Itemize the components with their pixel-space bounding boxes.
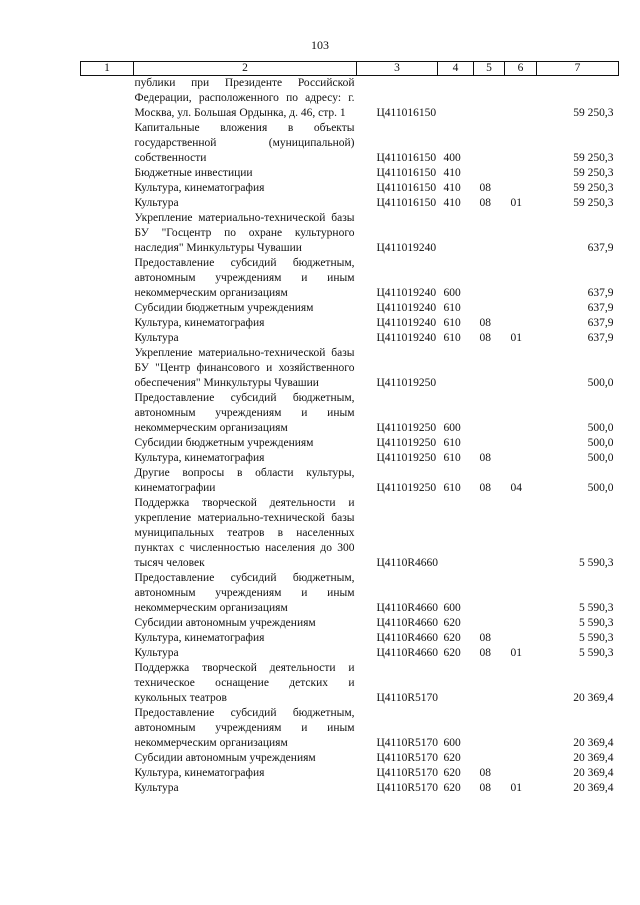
- table-header: [81, 62, 619, 76]
- column-header: 7: [537, 62, 619, 76]
- empty-cell: [81, 766, 134, 781]
- item-name: Субсидии автономным учреждениям: [134, 752, 316, 764]
- expense-type: [438, 661, 474, 706]
- expense-type: 610: [443, 452, 461, 464]
- subsection-code: [505, 751, 537, 766]
- amount: 500,0: [587, 482, 614, 494]
- target-code: Ц411019250: [376, 377, 437, 389]
- table-row: [81, 196, 619, 211]
- item-name: Культура: [134, 647, 179, 659]
- target-code: Ц411019240: [376, 287, 437, 299]
- subsection-code: [505, 391, 537, 436]
- expense-type: 610: [443, 302, 461, 314]
- expense-type: 400: [443, 152, 461, 164]
- item-name: Культура, кинематография: [134, 182, 265, 194]
- expense-type: 600: [443, 287, 461, 299]
- target-code: Ц4110R4660: [376, 602, 439, 614]
- column-number-row: [81, 62, 619, 76]
- empty-cell: [81, 196, 134, 211]
- target-code: Ц411019250: [376, 422, 437, 434]
- empty-cell: [81, 256, 134, 301]
- expense-type: 410: [443, 167, 461, 179]
- item-name: Культура, кинематография: [134, 767, 265, 779]
- subsection-code: [505, 631, 537, 646]
- table-row: [81, 766, 619, 781]
- empty-cell: [81, 391, 134, 436]
- table-row: [81, 706, 619, 751]
- amount: 59 250,3: [573, 107, 614, 119]
- section-code: [474, 211, 505, 256]
- item-name: Бюджетные инвестиции: [134, 167, 253, 179]
- empty-cell: [81, 706, 134, 751]
- table-row: [81, 331, 619, 346]
- table-row: [81, 346, 619, 391]
- empty-cell: [81, 316, 134, 331]
- target-code: Ц4110R5170: [376, 752, 439, 764]
- subsection-code: 01: [510, 647, 522, 659]
- target-code: Ц411019240: [376, 317, 437, 329]
- target-code: Ц411016150: [376, 107, 437, 119]
- empty-cell: [81, 331, 134, 346]
- section-code: [474, 661, 505, 706]
- amount: 637,9: [587, 242, 614, 254]
- section-code: [474, 706, 505, 751]
- section-code: 08: [479, 317, 491, 329]
- item-name: Субсидии бюджетным учреждениям: [134, 437, 314, 449]
- item-name: Культура, кинематография: [134, 317, 265, 329]
- amount: 500,0: [587, 422, 614, 434]
- section-code: 08: [479, 767, 491, 779]
- empty-cell: [81, 301, 134, 316]
- subsection-code: [505, 316, 537, 331]
- target-code: Ц411019250: [376, 437, 437, 449]
- amount: 59 250,3: [573, 167, 614, 179]
- table-row: [81, 181, 619, 196]
- table-row: [81, 616, 619, 631]
- section-code: [474, 166, 505, 181]
- empty-cell: [81, 166, 134, 181]
- amount: 20 369,4: [573, 752, 614, 764]
- amount: 637,9: [587, 317, 614, 329]
- expense-type: 610: [443, 482, 461, 494]
- target-code: Ц4110R4660: [376, 557, 439, 569]
- amount: 5 590,3: [579, 632, 614, 644]
- amount: 5 590,3: [579, 602, 614, 614]
- item-name: Укрепление материально-технической базы БУ "Центр финансового и хозяйственного обеспечения" Минкультуры Чувашии: [134, 347, 355, 389]
- expense-type: [438, 346, 474, 391]
- amount: 500,0: [587, 377, 614, 389]
- target-code: Ц4110R5170: [376, 737, 439, 749]
- column-header: 6: [505, 62, 537, 76]
- page-number: 103: [311, 38, 329, 52]
- expense-type: 410: [443, 182, 461, 194]
- amount: 5 590,3: [579, 647, 614, 659]
- empty-cell: [81, 181, 134, 196]
- table-row: [81, 631, 619, 646]
- section-code: 08: [479, 632, 491, 644]
- amount: 5 590,3: [579, 617, 614, 629]
- item-name: Культура: [134, 197, 179, 209]
- amount: 637,9: [587, 332, 614, 344]
- empty-cell: [81, 781, 134, 796]
- budget-table: [80, 61, 619, 796]
- section-code: 08: [479, 647, 491, 659]
- empty-cell: [81, 646, 134, 661]
- subsection-code: [505, 616, 537, 631]
- section-code: [474, 751, 505, 766]
- amount: 637,9: [587, 302, 614, 314]
- subsection-code: 01: [510, 197, 522, 209]
- item-name: Предоставление субсидий бюджетным, автономным учреждениям и иным некоммерческим организациям: [134, 707, 355, 749]
- table-row: [81, 451, 619, 466]
- section-code: [474, 301, 505, 316]
- table-row: [81, 571, 619, 616]
- subsection-code: 01: [510, 782, 522, 794]
- target-code: Ц4110R5170: [376, 767, 439, 779]
- subsection-code: [505, 451, 537, 466]
- expense-type: [438, 211, 474, 256]
- table-row: [81, 301, 619, 316]
- section-code: [474, 571, 505, 616]
- empty-cell: [81, 451, 134, 466]
- section-code: 08: [479, 452, 491, 464]
- item-name: Культура: [134, 782, 179, 794]
- subsection-code: [505, 211, 537, 256]
- expense-type: 620: [443, 617, 461, 629]
- target-code: Ц4110R4660: [376, 632, 439, 644]
- subsection-code: [505, 121, 537, 166]
- subsection-code: [505, 571, 537, 616]
- empty-cell: [81, 436, 134, 451]
- target-code: Ц4110R5170: [376, 782, 439, 794]
- expense-type: 620: [443, 782, 461, 794]
- table-row: [81, 391, 619, 436]
- section-code: [474, 391, 505, 436]
- target-code: Ц411016150: [376, 182, 437, 194]
- expense-type: 610: [443, 317, 461, 329]
- target-code: Ц4110R5170: [376, 692, 439, 704]
- empty-cell: [81, 616, 134, 631]
- section-code: 08: [479, 182, 491, 194]
- expense-type: 600: [443, 602, 461, 614]
- subsection-code: [505, 661, 537, 706]
- empty-cell: [81, 631, 134, 646]
- table-row: [81, 166, 619, 181]
- table-row: [81, 661, 619, 706]
- subsection-code: [505, 706, 537, 751]
- expense-type: 620: [443, 752, 461, 764]
- item-name: Предоставление субсидий бюджетным, автономным учреждениям и иным некоммерческим организациям: [134, 392, 355, 434]
- amount: 59 250,3: [573, 152, 614, 164]
- empty-cell: [81, 496, 134, 571]
- table-row: [81, 256, 619, 301]
- column-header: 5: [474, 62, 505, 76]
- subsection-code: [505, 181, 537, 196]
- amount: 637,9: [587, 287, 614, 299]
- target-code: Ц411016150: [376, 152, 437, 164]
- target-code: Ц411019250: [376, 452, 437, 464]
- section-code: 08: [479, 782, 491, 794]
- target-code: Ц411019240: [376, 332, 437, 344]
- amount: 20 369,4: [573, 737, 614, 749]
- table-row: [81, 76, 619, 122]
- subsection-code: [505, 496, 537, 571]
- target-code: Ц411016150: [376, 197, 437, 209]
- expense-type: 620: [443, 647, 461, 659]
- subsection-code: [505, 301, 537, 316]
- section-code: 08: [479, 332, 491, 344]
- target-code: Ц411016150: [376, 167, 437, 179]
- column-header: 1: [81, 62, 134, 76]
- empty-cell: [81, 121, 134, 166]
- column-header: 2: [134, 62, 357, 76]
- expense-type: 610: [443, 332, 461, 344]
- expense-type: 410: [443, 197, 461, 209]
- table-row: [81, 751, 619, 766]
- empty-cell: [81, 466, 134, 496]
- section-code: [474, 121, 505, 166]
- subsection-code: [505, 76, 537, 122]
- item-name: Субсидии бюджетным учреждениям: [134, 302, 314, 314]
- target-code: Ц4110R4660: [376, 647, 439, 659]
- item-name: Поддержка творческой деятельности и укрепление материально-технической базы муниципальных театров в населенных пунктах с численностью населения до 300 тысяч человек: [134, 497, 355, 569]
- section-code: [474, 346, 505, 391]
- expense-type: 620: [443, 632, 461, 644]
- amount: 20 369,4: [573, 767, 614, 779]
- column-header: 4: [438, 62, 474, 76]
- item-name: Предоставление субсидий бюджетным, автономным учреждениям и иным некоммерческим организациям: [134, 257, 355, 299]
- expense-type: 620: [443, 767, 461, 779]
- item-name: Предоставление субсидий бюджетным, автономным учреждениям и иным некоммерческим организациям: [134, 572, 355, 614]
- target-code: Ц411019240: [376, 302, 437, 314]
- empty-cell: [81, 751, 134, 766]
- section-code: 08: [479, 197, 491, 209]
- section-code: [474, 76, 505, 122]
- expense-type: 600: [443, 422, 461, 434]
- table-row: [81, 646, 619, 661]
- item-name: Субсидии автономным учреждениям: [134, 617, 316, 629]
- table-row: [81, 466, 619, 496]
- amount: 59 250,3: [573, 182, 614, 194]
- empty-cell: [81, 211, 134, 256]
- table-row: [81, 121, 619, 166]
- table-body: [81, 76, 619, 797]
- subsection-code: [505, 256, 537, 301]
- subsection-code: [505, 436, 537, 451]
- column-header: 3: [357, 62, 438, 76]
- target-code: Ц4110R4660: [376, 617, 439, 629]
- item-name: Другие вопросы в области культуры, кинематографии: [134, 467, 355, 494]
- table-row: [81, 781, 619, 796]
- amount: 20 369,4: [573, 782, 614, 794]
- subsection-code: [505, 766, 537, 781]
- item-name: Культура, кинематография: [134, 632, 265, 644]
- section-code: [474, 496, 505, 571]
- item-name: Культура: [134, 332, 179, 344]
- target-code: Ц411019240: [376, 242, 437, 254]
- section-code: [474, 616, 505, 631]
- expense-type: 610: [443, 437, 461, 449]
- amount: 5 590,3: [579, 557, 614, 569]
- subsection-code: 01: [510, 332, 522, 344]
- item-name: Укрепление материально-технической базы БУ "Госцентр по охране культурного наследия" Минкультуры Чувашии: [134, 212, 355, 254]
- table-row: [81, 436, 619, 451]
- subsection-code: [505, 346, 537, 391]
- subsection-code: [505, 166, 537, 181]
- amount: 20 369,4: [573, 692, 614, 704]
- empty-cell: [81, 346, 134, 391]
- subsection-code: 04: [510, 482, 522, 494]
- expense-type: 600: [443, 737, 461, 749]
- amount: 500,0: [587, 437, 614, 449]
- expense-type: [438, 496, 474, 571]
- empty-cell: [81, 76, 134, 122]
- section-code: [474, 436, 505, 451]
- target-code: Ц411019250: [376, 482, 437, 494]
- section-code: [474, 256, 505, 301]
- table-row: [81, 316, 619, 331]
- item-name: публики при Президенте Российской Федерации, расположенного по адресу: г. Москва, ул. Большая Ордынка, д. 46, стр. 1: [134, 77, 355, 119]
- amount: 59 250,3: [573, 197, 614, 209]
- expense-type: [438, 76, 474, 122]
- empty-cell: [81, 571, 134, 616]
- table-row: [81, 211, 619, 256]
- item-name: Поддержка творческой деятельности и техническое оснащение детских и кукольных театров: [134, 662, 355, 704]
- table-row: [81, 496, 619, 571]
- empty-cell: [81, 661, 134, 706]
- item-name: Культура, кинематография: [134, 452, 265, 464]
- section-code: 08: [479, 482, 491, 494]
- item-name: Капитальные вложения в объекты государственной (муниципальной) собственности: [134, 122, 355, 164]
- amount: 500,0: [587, 452, 614, 464]
